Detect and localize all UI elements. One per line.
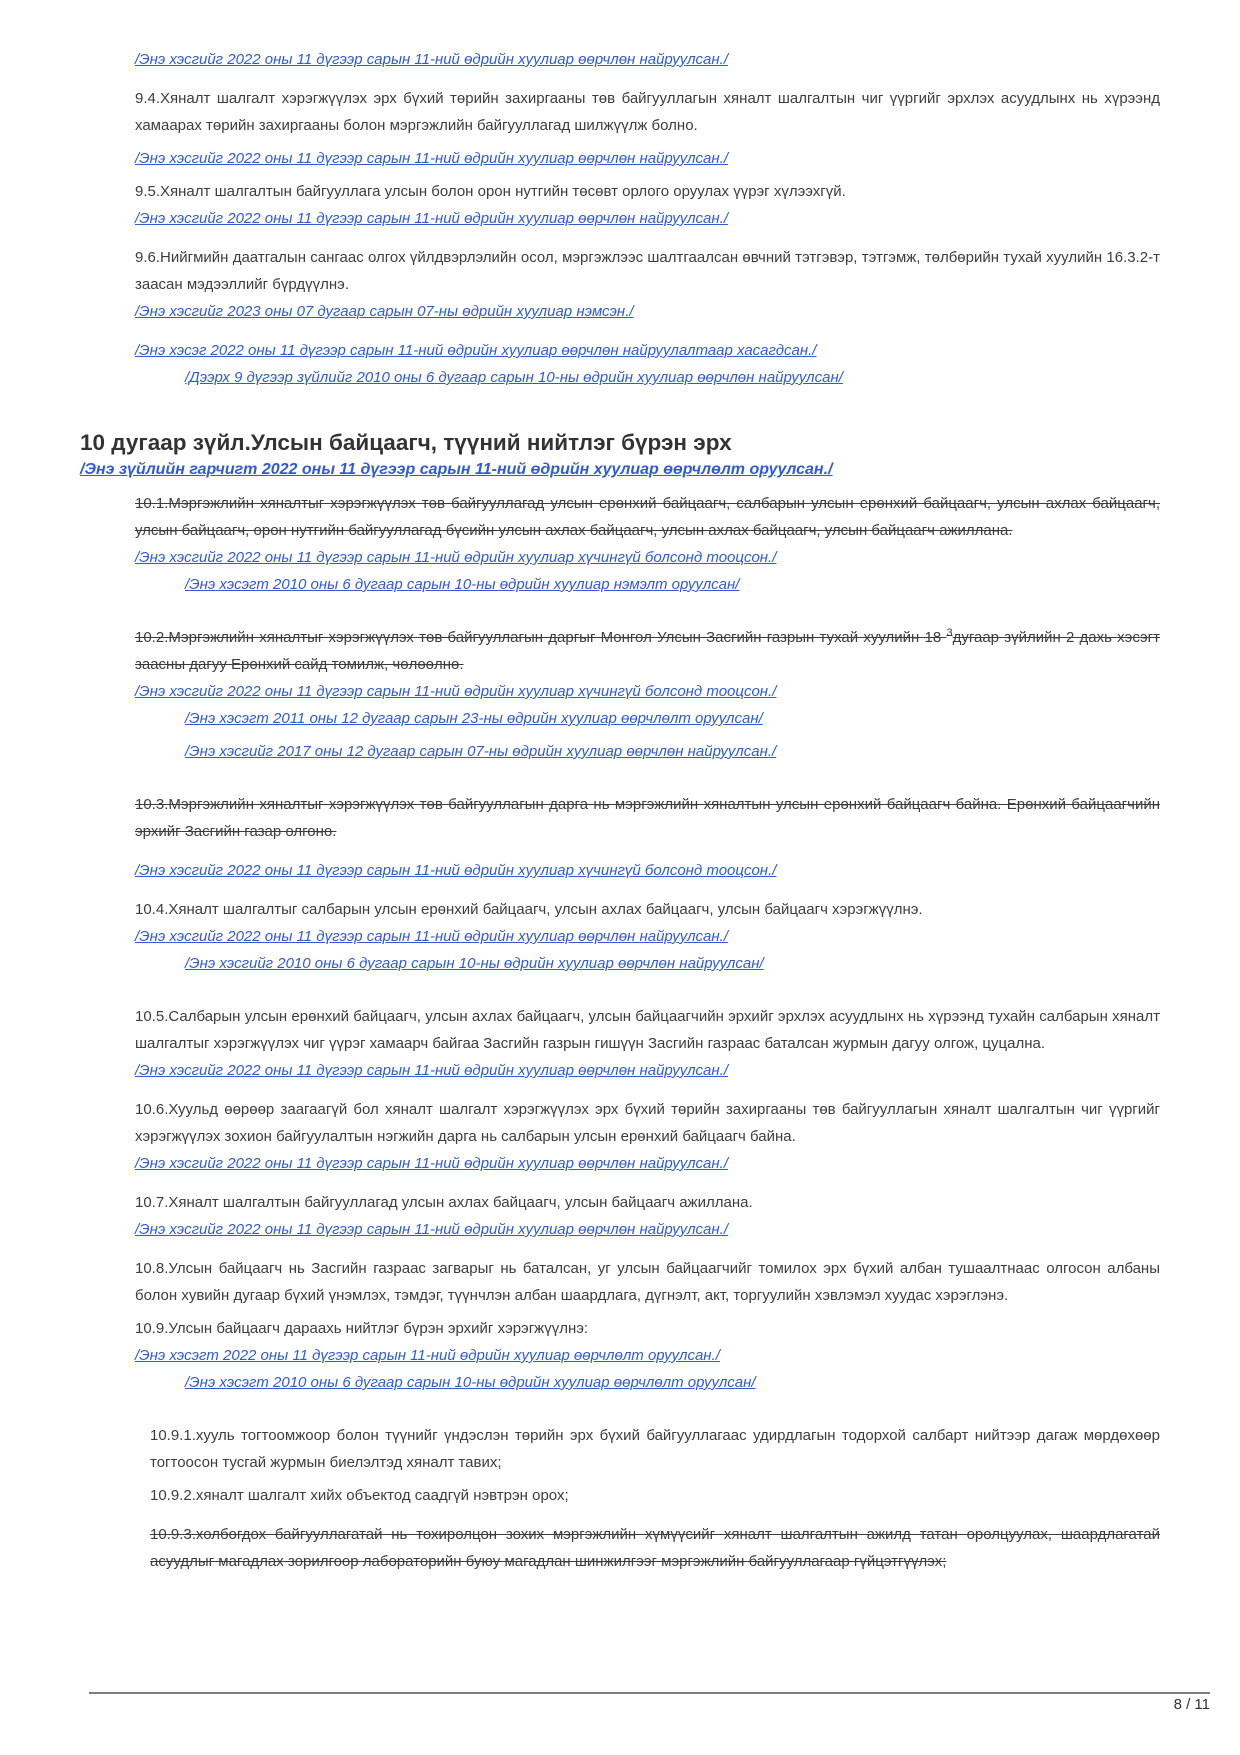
article-10-heading: 10 дугаар зүйл.Улсын байцаагч, түүний нийтлэг бүрэн эрх — [80, 430, 732, 455]
footer-divider — [89, 1692, 1210, 1694]
amendment-note[interactable]: /Энэ хэсгийг 2022 оны 11 дүгээр сарын 11-ний өдрийн хуулиар өөрчлөн найруулсан./ — [135, 928, 728, 945]
amendment-note[interactable]: /Энэ хэсэгт 2022 оны 11 дүгээр сарын 11-ний өдрийн хуулиар өөрчлөлт оруулсан./ — [135, 1347, 720, 1364]
amendment-note[interactable]: /Энэ хэсгийг 2023 оны 07 дугаар сарын 07-ны өдрийн хуулиар нэмсэн./ — [135, 303, 634, 320]
repealed-clause-10-1: 10.1.Мэргэжлийн хяналтыг хэрэгжүүлэх төв байгууллагад улсын ерөнхий байцаагч, салбарын улсын ерөнхий байцаагч, улсын ахлах байцаагч, улсын байцаагч, орон нутгийн байгууллагад бүсийн улсын ахлах байцаагч, улсын ахлах байцаагч, улсын байцаагч ажиллана. — [135, 495, 1160, 539]
law-clause-10-6: 10.6.Хуульд өөрөөр заагаагүй бол хяналт шалгалт хэрэгжүүлэх эрх бүхий төрийн захиргааны төв байгууллагын хяналт шалгалтын чиг үүргийг хэрэгжүүлэх зохион байгуулалтын нэгжийн дарга нь салбарын улсын ерөнхий байцаагч байна. — [135, 1101, 1160, 1145]
repealed-clause-10-2 — [135, 624, 1160, 678]
amendment-note[interactable]: /Энэ хэсэг 2022 оны 11 дүгээр сарын 11-ний өдрийн хуулиар өөрчлөн найруулалтаар хасагдсан./ — [135, 342, 817, 359]
law-clause-9-4: 9.4.Хяналт шалгалт хэрэгжүүлэх эрх бүхий төрийн захиргааны төв байгууллагын хяналт шалгалтын чиг үүргийг эрхлэх асуудлынх нь хүрээнд хамаарах төрийн захиргааны болон мэргэжлийн байгууллагад шилжүүлж болно. — [135, 90, 1160, 134]
amendment-note[interactable]: /Энэ хэсгийг 2022 оны 11 дүгээр сарын 11-ний өдрийн хуулиар хүчингүй болсонд тооцсон./ — [135, 549, 777, 566]
amendment-note-secondary[interactable]: /Дээрх 9 дүгээр зүйлийг 2010 оны 6 дугаар сарын 10-ны өдрийн хуулиар өөрчлөн найруулсан/ — [185, 369, 843, 386]
law-clause-10-7: 10.7.Хяналт шалгалтын байгууллагад улсын ахлах байцаагч, улсын байцаагч ажиллана. — [135, 1194, 753, 1211]
amendment-note[interactable]: /Энэ хэсгийг 2022 оны 11 дүгээр сарын 11-ний өдрийн хуулиар өөрчлөн найруулсан./ — [135, 1062, 728, 1079]
law-subclause-10-9-1: 10.9.1.хууль тогтоомжоор болон түүнийг үндэслэн төрийн эрх бүхий байгууллагаас удирдлагын тодорхой салбарт нийтээр дагаж мөрдөхөөр тогтоосон тусгай журмын биелэлтэд хяналт тавих; — [150, 1427, 1160, 1471]
repealed-clause-10-3: 10.3.Мэргэжлийн хяналтыг хэрэгжүүлэх төв байгууллагын дарга нь мэргэжлийн хяналтын улсын ерөнхий байцаагч байна. Ерөнхий байцаагчийн эрхийг Засгийн газар олгоно. — [135, 796, 1160, 840]
clause-text: дугаар зүйлийн 2 дахь хэсэгт заасны дагуу Ерөнхий сайд томилж, чөлөөлнө. — [135, 629, 1160, 673]
law-clause-9-5: 9.5.Хяналт шалгалтын байгууллага улсын болон орон нутгийн төсөвт орлого оруулах үүрэг хүлээхгүй. — [135, 183, 846, 200]
amendment-note[interactable]: /Энэ хэсгийг 2022 оны 11 дүгээр сарын 11-ний өдрийн хуулиар хүчингүй болсонд тооцсон./ — [135, 862, 777, 879]
amendment-note[interactable]: /Энэ хэсгийг 2022 оны 11 дүгээр сарын 11-ний өдрийн хуулиар өөрчлөн найруулсан./ — [135, 51, 728, 68]
amendment-note[interactable]: /Энэ хэсгийг 2022 оны 11 дүгээр сарын 11-ний өдрийн хуулиар өөрчлөн найруулсан./ — [135, 210, 728, 227]
repealed-subclause-10-9-3: 10.9.3.холбогдох байгууллагатай нь тохиролцон зохих мэргэжлийн хүмүүсийг хяналт шалгалтын ажилд татан оролцуулах, шаардлагатай асуудлыг магадлах зорилгоор лабораторийн буюу магадлан шинжилгээг мэргэжлийн байгууллагаар гүйцэтгүүлэх; — [150, 1526, 1160, 1570]
law-clause-10-4: 10.4.Хяналт шалгалтыг салбарын улсын ерөнхий байцаагч, улсын ахлах байцаагч, улсын байцаагч хэрэгжүүлнэ. — [135, 901, 923, 918]
law-clause-10-9: 10.9.Улсын байцаагч дараахь нийтлэг бүрэн эрхийг хэрэгжүүлнэ: — [135, 1320, 589, 1337]
amendment-note-secondary[interactable]: /Энэ хэсгийг 2010 оны 6 дугаар сарын 10-ны өдрийн хуулиар өөрчлөн найруулсан/ — [185, 955, 764, 972]
amendment-note[interactable]: /Энэ хэсгийг 2022 оны 11 дүгээр сарын 11-ний өдрийн хуулиар хүчингүй болсонд тооцсон./ — [135, 683, 777, 700]
article-amendment-note[interactable]: /Энэ зүйлийн гарчигт 2022 оны 11 дүгээр сарын 11-ний өдрийн хуулиар өөрчлөлт оруулсан./ — [80, 461, 833, 478]
amendment-note-secondary[interactable]: /Энэ хэсэгт 2010 оны 6 дугаар сарын 10-ны өдрийн хуулиар нэмэлт оруулсан/ — [185, 576, 740, 593]
law-clause-10-8: 10.8.Улсын байцаагч нь Засгийн газраас загварыг нь баталсан, уг улсын байцаагчийг томилох эрх бүхий албан тушаалтнаас олгосон албаны болон хувийн дугаар бүхий үнэмлэх, тэмдэг, түүнчлэн албан шаардлага, дүгнэлт, акт, торгуулийн хэвлэмэл хуудас хэрэглэнэ. — [135, 1260, 1160, 1304]
amendment-note[interactable]: /Энэ хэсгийг 2022 оны 11 дүгээр сарын 11-ний өдрийн хуулиар өөрчлөн найруулсан./ — [135, 1155, 728, 1172]
law-clause-9-6: 9.6.Нийгмийн даатгалын сангаас олгох үйлдвэрлэлийн осол, мэргэжлээс шалтгаалсан өвчний тэтгэвэр, тэтгэмж, төлбөрийн тухай хуулийн 16.3.2-т заасан мэдээллийг бүрдүүлнэ. — [135, 249, 1160, 293]
amendment-note[interactable]: /Энэ хэсгийг 2022 оны 11 дүгээр сарын 11-ний өдрийн хуулиар өөрчлөн найруулсан./ — [135, 1221, 728, 1238]
page-number: 8 / 11 — [1173, 1696, 1210, 1713]
clause-text: 10.2.Мэргэжлийн хяналтыг хэрэгжүүлэх төв байгууллагын даргыг Монгол Улсын Засгийн газрын тухай хуулийн 18 — [135, 629, 947, 646]
superscript: 3 — [946, 627, 953, 639]
amendment-note-secondary[interactable]: /Энэ хэсгийг 2017 оны 12 дугаар сарын 07-ны өдрийн хуулиар өөрчлөн найруулсан./ — [185, 743, 777, 760]
law-clause-10-5: 10.5.Салбарын улсын ерөнхий байцаагч, улсын ахлах байцаагч, улсын байцаагчийн эрхийг эрхлэх асуудлынх нь хүрээнд тухайн салбарын хяналт шалгалтыг хэрэгжүүлэх чиг үүрэг хамаарч байгаа Засгийн газрын гишүүн Засгийн газраас баталсан журмын дагуу олгож, цуцална. — [135, 1008, 1160, 1052]
law-subclause-10-9-2: 10.9.2.хяналт шалгалт хийх объектод саадгүй нэвтрэн орох; — [150, 1487, 569, 1504]
amendment-note[interactable]: /Энэ хэсгийг 2022 оны 11 дүгээр сарын 11-ний өдрийн хуулиар өөрчлөн найруулсан./ — [135, 150, 728, 167]
amendment-note-secondary[interactable]: /Энэ хэсэгт 2011 оны 12 дугаар сарын 23-ны өдрийн хуулиар өөрчлөлт оруулсан/ — [185, 710, 763, 727]
amendment-note-secondary[interactable]: /Энэ хэсэгт 2010 оны 6 дугаар сарын 10-ны өдрийн хуулиар өөрчлөлт оруулсан/ — [185, 1374, 756, 1391]
